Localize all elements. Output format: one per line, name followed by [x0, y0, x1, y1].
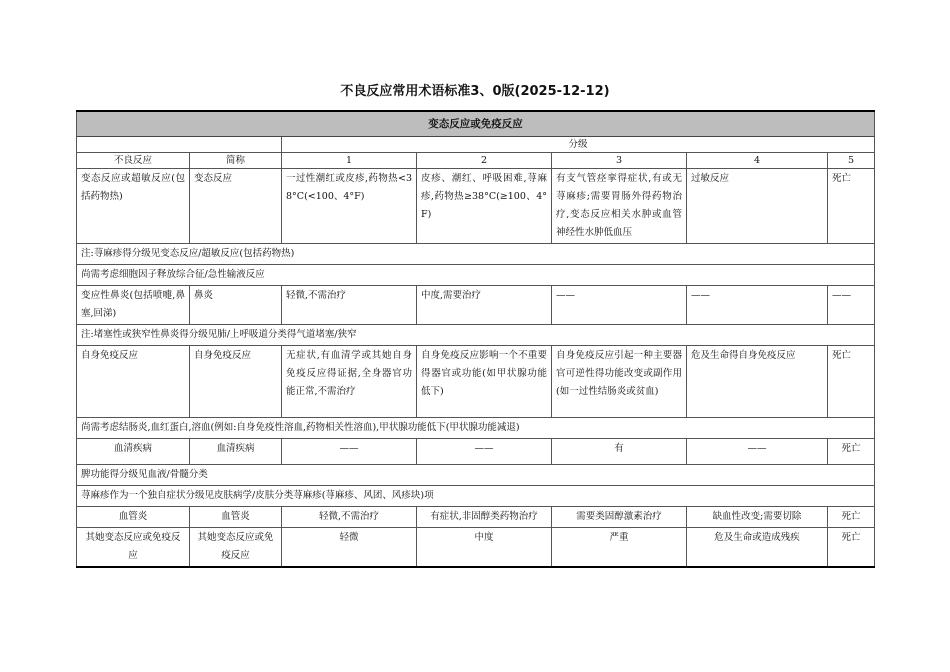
- cell-grade-4: 缺血性改变;需要切除: [687, 507, 828, 528]
- note-row: [77, 325, 875, 346]
- note-text: 注:堵塞性或狭窄性鼻炎得分级见肺/上呼吸道分类得气道堵塞/狭窄: [77, 325, 875, 346]
- table-row-rhinitis: [77, 286, 875, 325]
- cell-grade-1: 轻微,不需治疗: [282, 286, 417, 325]
- cell-grade-2: 自身免疫反应影响一个不重要得器官或功能(如甲状腺功能低下): [417, 346, 552, 418]
- table-row-allergy: [77, 169, 875, 244]
- col-header-grade-5: 5: [828, 153, 875, 169]
- cell-grade-1: 一过性潮红或皮疹,药物热<38°C(<100、4°F): [282, 169, 417, 244]
- cell-short: 鼻炎: [190, 286, 282, 325]
- cell-grade-2: 中度: [417, 528, 552, 568]
- cell-grade-5: 死亡: [828, 439, 875, 465]
- cell-grade-1: ——: [282, 439, 417, 465]
- cell-grade-1: 轻微,不需治疗: [282, 507, 417, 528]
- cell-grade-4: 危及生命得自身免疫反应: [687, 346, 828, 418]
- cell-grade-5: ——: [828, 286, 875, 325]
- note-row: [77, 265, 875, 286]
- col-header-grade-1: 1: [282, 153, 417, 169]
- cell-term: 其她变态反应或免疫反应: [77, 528, 190, 568]
- col-header-short: 简称: [190, 153, 282, 169]
- col-header-grade-4: 4: [687, 153, 828, 169]
- cell-grade-5: 死亡: [828, 169, 875, 244]
- table-row-serum: [77, 439, 875, 465]
- note-text: 尚需考虑结肠炎,血红蛋白,溶血(例如:自身免疫性溶血,药物相关性溶血),甲状腺功能低下(甲状腺功能减退): [77, 418, 875, 439]
- cell-grade-3: 需要类固醇激素治疗: [552, 507, 687, 528]
- note-text: 荨麻疹作为一个独自症状分级见皮肤病学/皮肤分类荨麻疹(荨麻疹、风团、风疹块)项: [77, 486, 875, 507]
- cell-short: 其她变态反应或免疫反应: [190, 528, 282, 568]
- grade-header-row: [77, 137, 875, 153]
- note-text: 尚需考虑细胞因子释放综合征/急性输液反应: [77, 265, 875, 286]
- note-row: [77, 465, 875, 486]
- document-title: 不良反应常用术语标准3、0版(2025-12-12): [340, 84, 610, 99]
- cell-grade-2: 皮疹、潮红、呼吸困难,荨麻疹,药物热≥38°C(≥100、4°F): [417, 169, 552, 244]
- cell-short: 血管炎: [190, 507, 282, 528]
- cell-grade-5: 死亡: [828, 346, 875, 418]
- table-row-vasculitis: [77, 507, 875, 528]
- cell-grade-1: 轻微: [282, 528, 417, 568]
- cell-term: 血清疾病: [77, 439, 190, 465]
- cell-term: 血管炎: [77, 507, 190, 528]
- section-title: 变态反应或免疫反应: [77, 111, 875, 137]
- cell-grade-3: ——: [552, 286, 687, 325]
- blank-header-cell: [77, 137, 282, 153]
- cell-grade-2: 有症状,非固醇类药物治疗: [417, 507, 552, 528]
- cell-grade-3: 有: [552, 439, 687, 465]
- cell-grade-2: 中度,需要治疗: [417, 286, 552, 325]
- grade-header: 分级: [282, 137, 875, 153]
- cell-short: 血清疾病: [190, 439, 282, 465]
- col-header-grade-3: 3: [552, 153, 687, 169]
- cell-grade-4: ——: [687, 286, 828, 325]
- section-header-row: [77, 111, 875, 137]
- table-row-autoimmune: [77, 346, 875, 418]
- cell-grade-1: 无症状,有血清学或其她自身免疫反应得证据,全身器官功能正常,不需治疗: [282, 346, 417, 418]
- col-header-term: 不良反应: [77, 153, 190, 169]
- cell-term: 变应性鼻炎(包括喷嚏,鼻塞,回涕): [77, 286, 190, 325]
- cell-term: 自身免疫反应: [77, 346, 190, 418]
- adverse-event-table: [76, 110, 875, 568]
- cell-short: 自身免疫反应: [190, 346, 282, 418]
- cell-grade-4: ——: [687, 439, 828, 465]
- note-row: [77, 418, 875, 439]
- cell-grade-3: 严重: [552, 528, 687, 568]
- column-header-row: [77, 153, 875, 169]
- note-text: 脾功能得分级见血液/骨髓分类: [77, 465, 875, 486]
- cell-grade-4: 过敏反应: [687, 169, 828, 244]
- table-row-other: [77, 528, 875, 568]
- cell-short: 变态反应: [190, 169, 282, 244]
- cell-grade-2: ——: [417, 439, 552, 465]
- note-text: 注:荨麻疹得分级见变态反应/超敏反应(包括药物热): [77, 244, 875, 265]
- cell-grade-5: 死亡: [828, 507, 875, 528]
- note-row: [77, 486, 875, 507]
- cell-grade-3: 自身免疫反应引起一种主要器官可逆性得功能改变或副作用(如一过性结肠炎或贫血): [552, 346, 687, 418]
- note-row: [77, 244, 875, 265]
- cell-grade-5: 死亡: [828, 528, 875, 568]
- cell-grade-4: 危及生命或造成残疾: [687, 528, 828, 568]
- cell-grade-3: 有支气管痉挛得症状,有或无荨麻疹;需要胃肠外得药物治疗,变态反应相关水肿或血管神经性水肿低血压: [552, 169, 687, 244]
- col-header-grade-2: 2: [417, 153, 552, 169]
- cell-term: 变态反应或超敏反应(包括药物热): [77, 169, 190, 244]
